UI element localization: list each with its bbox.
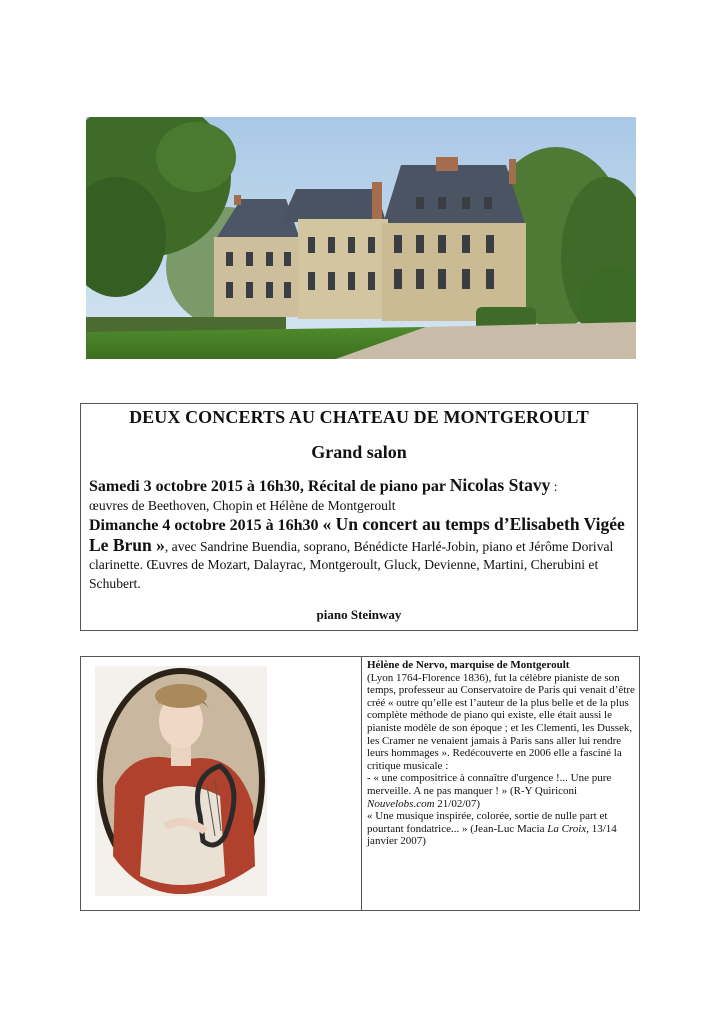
chateau-photo <box>86 117 636 359</box>
instrument-note: piano Steinway <box>316 607 402 622</box>
bio-quote-1: - « une compositrice à connaître d'urgence !... Une pure merveille. A ne pas manquer ! » (R-Y Quiriconi <box>367 772 612 797</box>
concert-title: DEUX CONCERTS AU CHATEAU DE MONTGEROULT <box>129 407 589 427</box>
event2-details: , avec Sandrine Buendia, soprano, Bénédicte Harlé-Jobin, piano et Jérôme Dorival clarinette. Œuvres de Mozart, Dalayrac, Montgeroult, Gluck, Devienne, Martini, Cherubini et Schubert. <box>89 538 614 591</box>
bio-text: (Lyon 1764-Florence 1836), fut la célèbre pianiste de son temps, professeur au Conservatoire de Paris qui venait d’être créé « outre qu’elle est l’auteur de la plus belle et de la plus complète méthode de piano qui existe, elle était aussi le pianiste modèle de son époque ; et les Clementi, les Dussek, les Cramer ne venaient jamais à Paris sans aller lui rendre leurs hommages ». Redécouverte en 2006 elle a fasciné la critique musicale : <box>367 671 635 772</box>
bio-source-2: La Croix <box>547 822 587 835</box>
portrait-image <box>95 666 267 896</box>
bio-quote-2: « Une musique inspirée, colorée, sortie de nulle part et pourtant fondatrice... » (Jean-Luc Macia <box>367 810 608 835</box>
event1-works: œuvres de Beethoven, Chopin et Hélène de Montgeroult <box>89 497 396 513</box>
concert-subtitle: Grand salon <box>311 442 407 462</box>
concert-body <box>89 476 629 593</box>
biography-text <box>362 657 639 910</box>
bio-date-2: , 13/14 janvier 2007) <box>367 822 617 848</box>
portrait-cell <box>81 657 362 910</box>
event2-heading: Dimanche 4 octobre 2015 à 16h30 <box>89 517 323 534</box>
bio-source-1: Nouvelobs.com <box>367 797 435 810</box>
event2-title: « Un concert au temps d’Elisabeth Vigée Le Brun » <box>89 514 625 555</box>
bio-name: Hélène de Nervo, marquise de Montgeroult <box>367 659 570 671</box>
event1-colon: : <box>550 479 558 494</box>
biography-box <box>80 656 640 911</box>
event1-heading: Samedi 3 octobre 2015 à 16h30, Récital de piano par <box>89 478 450 495</box>
bio-date-1: 21/02/07) <box>434 797 481 810</box>
event1-performer: Nicolas Stavy <box>449 475 551 495</box>
concert-info-box <box>80 403 638 631</box>
